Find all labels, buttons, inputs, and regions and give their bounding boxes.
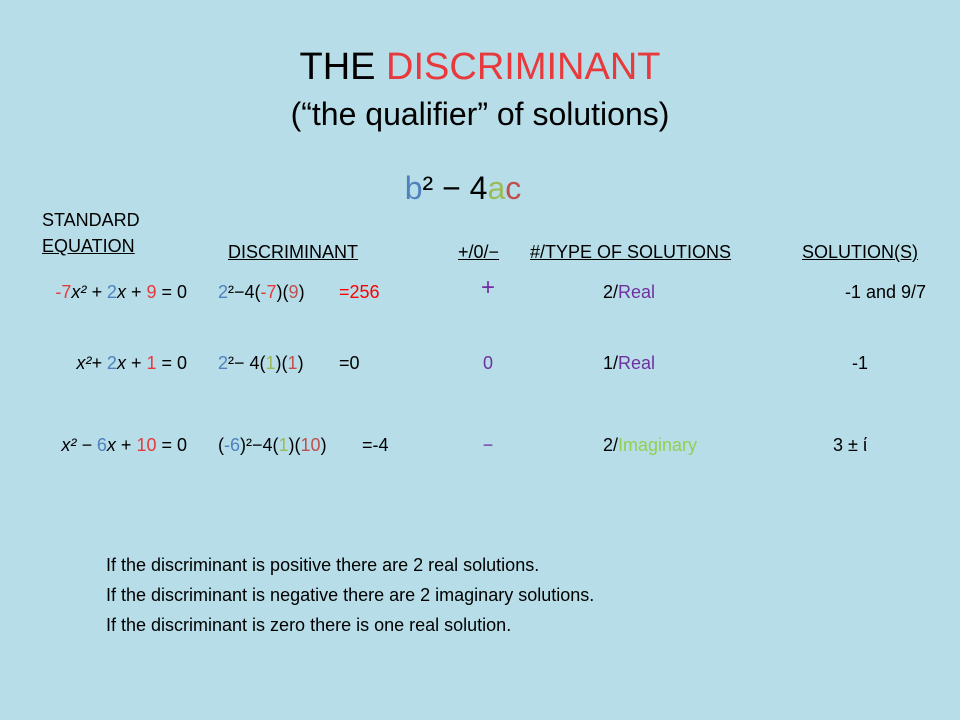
row1-x: x [116, 282, 126, 302]
formula-square: ² [422, 170, 434, 206]
formula-c: c [505, 170, 522, 206]
row3-disc-sep1: )²−4( [240, 435, 279, 455]
row2-eq0: = 0 [156, 353, 187, 373]
row1-x2: x² + [71, 282, 107, 302]
row2-sign: 0 [482, 353, 493, 373]
header-sign: +/0/− [458, 242, 500, 262]
row1-disc-sep3: ) [298, 282, 305, 302]
row1-solution: -1 and 9/7 [844, 282, 926, 302]
row1-a: -7 [55, 282, 72, 302]
row2-type [603, 351, 655, 375]
row2-b: 2 [106, 353, 117, 373]
row2-disc-sep1: ²− 4( [228, 353, 266, 373]
row2-x2: x²+ [76, 353, 107, 373]
row1-discriminant [218, 280, 305, 304]
row2-x: x [116, 353, 126, 373]
row1-equation [20, 280, 187, 304]
row3-x2: x² − [61, 435, 97, 455]
row2-discriminant [218, 351, 304, 375]
row2-c: 1 [146, 353, 157, 373]
row3-kind: Imaginary [618, 435, 698, 455]
row1-c: 9 [146, 282, 157, 302]
row3-plus: + [115, 435, 137, 455]
row2-kind: Real [618, 353, 656, 373]
row1-count: 2/ [603, 282, 619, 302]
header-type: #/TYPE OF SOLUTIONS [530, 242, 732, 262]
row1-plus: + [125, 282, 147, 302]
row1-disc-sep1: ²−4( [228, 282, 261, 302]
row1-sign: + [480, 274, 495, 301]
row1-disc-result: =256 [339, 282, 380, 302]
row3-disc-sep2: )( [288, 435, 301, 455]
row2-equation [20, 351, 187, 375]
row1-disc-sep2: )( [276, 282, 289, 302]
header-discriminant: DISCRIMINANT [228, 242, 358, 262]
row3-solution: 3 ± ί [833, 435, 867, 455]
row3-disc-open: ( [218, 435, 224, 455]
row3-sign: − [482, 435, 494, 455]
header-standard-line1: STANDARD [42, 210, 140, 230]
row1-disc-b: 2 [218, 282, 229, 302]
row1-b: 2 [106, 282, 117, 302]
row1-disc-a: -7 [260, 282, 277, 302]
row2-disc-c: 1 [287, 353, 298, 373]
row1-kind: Real [618, 282, 656, 302]
row2-solution: -1 [851, 353, 868, 373]
row3-c: 10 [136, 435, 157, 455]
header-standard-line2: EQUATION [42, 236, 135, 256]
row2-disc-sep3: ) [297, 353, 304, 373]
page-subtitle: (“the qualifier” of solutions) [290, 96, 670, 132]
row2-count: 1/ [603, 353, 619, 373]
page-title [0, 44, 960, 90]
row3-eq0: = 0 [156, 435, 187, 455]
row3-disc-sep3: ) [320, 435, 327, 455]
rules-notes [106, 550, 594, 640]
header-solutions: SOLUTION(S) [802, 242, 919, 262]
row2-disc-result: =0 [339, 353, 360, 373]
row3-disc-b: -6 [224, 435, 241, 455]
row2-disc-sep2: )( [275, 353, 288, 373]
row3-disc-result: =-4 [362, 435, 389, 455]
row1-eq0: = 0 [156, 282, 187, 302]
row3-equation [20, 433, 187, 457]
note-positive: If the discriminant is positive there are 2 real solutions. [106, 555, 540, 575]
row3-disc-c: 10 [300, 435, 321, 455]
row2-disc-b: 2 [218, 353, 229, 373]
title-prefix: THE [299, 46, 387, 88]
note-zero: If the discriminant is zero there is one real solution. [106, 615, 512, 635]
row1-disc-c: 9 [288, 282, 299, 302]
row3-disc-a: 1 [278, 435, 289, 455]
row3-type [603, 433, 697, 457]
row2-disc-a: 1 [265, 353, 276, 373]
formula-b: b [404, 170, 423, 206]
formula-a: a [487, 170, 506, 206]
formula-minus-four: − 4 [433, 170, 488, 206]
row3-x: x [106, 435, 116, 455]
row1-type [603, 280, 655, 304]
discriminant-formula [0, 168, 926, 208]
note-negative: If the discriminant is negative there are 2 imaginary solutions. [106, 585, 595, 605]
row3-count: 2/ [603, 435, 619, 455]
title-discriminant: DISCRIMINANT [386, 46, 661, 88]
row2-plus: + [125, 353, 147, 373]
row3-b: 6 [96, 435, 107, 455]
row3-discriminant [218, 433, 327, 457]
